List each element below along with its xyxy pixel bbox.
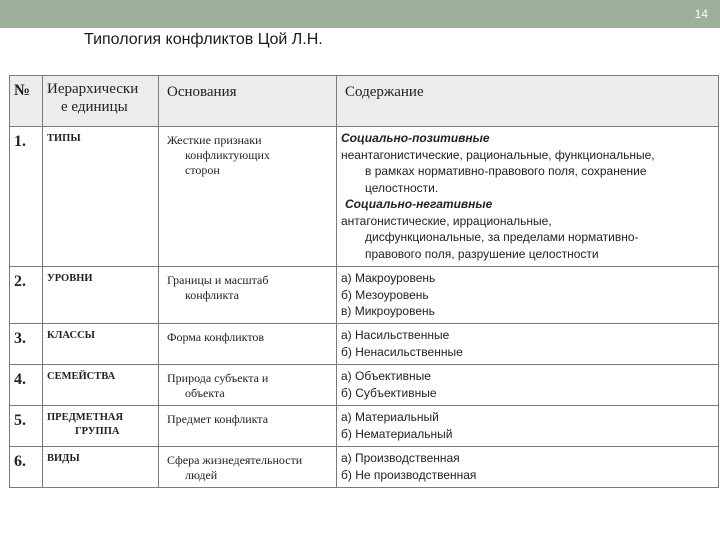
row-level-line1: ПРЕДМЕТНАЯ (47, 412, 124, 423)
table-row (10, 365, 719, 406)
content-line: в рамках нормативно-правового поля, сохранение (365, 164, 647, 178)
row-content (337, 324, 719, 365)
row-basis-line2: людей (185, 468, 218, 482)
header-content: Содержание (337, 76, 719, 127)
row-basis (159, 267, 337, 324)
row-basis (159, 365, 337, 406)
row-num: 1. (10, 127, 43, 267)
content-line: а) Объективные (341, 369, 431, 383)
table-row (10, 406, 719, 447)
content-line: а) Материальный (341, 410, 439, 424)
header-num: № (10, 76, 43, 127)
row-content (337, 365, 719, 406)
row-basis-line1: Форма конфликтов (167, 330, 265, 344)
header-level-line1: Иерархически (47, 81, 139, 97)
row-num: 6. (10, 447, 43, 488)
header-basis: Основания (159, 76, 337, 127)
row-content (337, 406, 719, 447)
table-row (10, 127, 719, 267)
row-basis (159, 324, 337, 365)
row-content (337, 447, 719, 488)
table-row (10, 267, 719, 324)
content-line: а) Производственная (341, 451, 460, 465)
row-num: 4. (10, 365, 43, 406)
content-line: а) Макроуровень (341, 271, 436, 285)
conflict-typology-table (9, 75, 719, 488)
table-header-row (10, 76, 719, 127)
row-content (337, 267, 719, 324)
content-line: целостности. (365, 180, 439, 195)
row-level-line1: УРОВНИ (47, 273, 93, 284)
header-level (43, 76, 159, 127)
row-content (337, 127, 719, 267)
content-line: в) Микроуровень (341, 304, 435, 318)
content-line: б) Ненасильственные (341, 344, 463, 359)
row-basis-line2: конфликта (185, 288, 239, 302)
row-level (43, 324, 159, 365)
row-basis-line3: сторон (185, 163, 220, 177)
row-basis (159, 447, 337, 488)
row-num: 3. (10, 324, 43, 365)
content-line: б) Субъективные (341, 385, 437, 400)
slide-number: 14 (694, 7, 708, 21)
row-level-line1: ВИДЫ (47, 453, 80, 464)
content-line: дисфункциональные, за пределами нормативно- (365, 230, 639, 244)
row-level (43, 406, 159, 447)
row-level (43, 127, 159, 267)
row-basis (159, 406, 337, 447)
row-level-line1: КЛАССЫ (47, 330, 95, 341)
content-line: антагонистические, иррациональные, (341, 213, 552, 228)
row-basis-line1: Природа субъекта и (167, 371, 269, 385)
row-basis-line1: Границы и масштаб (167, 273, 269, 287)
table-row (10, 447, 719, 488)
content-line: б) Не производственная (341, 467, 477, 482)
content-line: б) Мезоуровень (341, 287, 429, 302)
row-basis-line1: Предмет конфликта (167, 412, 269, 426)
row-level-line1: СЕМЕЙСТВА (47, 371, 116, 382)
row-num: 5. (10, 406, 43, 447)
content-line: б) Нематериальный (341, 426, 453, 441)
row-basis-line1: Сфера жизнедеятельности (167, 453, 303, 467)
row-level-line1: ТИПЫ (47, 133, 81, 144)
content-line: неантагонистические, рациональные, функциональные, (341, 147, 655, 162)
content-line: а) Насильственные (341, 328, 450, 342)
slide-header-bar (0, 0, 720, 28)
header-level-line2: е единицы (61, 99, 128, 115)
table-row (10, 324, 719, 365)
content-line: правового поля, разрушение целостности (365, 246, 599, 261)
content-line: Социально-позитивные (341, 131, 490, 145)
content-line: Социально-негативные (345, 197, 493, 211)
row-level-line2: ГРУППА (75, 426, 120, 437)
row-level (43, 447, 159, 488)
row-basis (159, 127, 337, 267)
row-basis-line2: объекта (185, 386, 225, 400)
row-level (43, 267, 159, 324)
row-num: 2. (10, 267, 43, 324)
row-basis-line2: конфликтующих (185, 148, 270, 162)
row-level (43, 365, 159, 406)
row-basis-line1: Жесткие признаки (167, 133, 262, 147)
page-title: Типология конфликтов Цой Л.Н. (84, 31, 323, 48)
